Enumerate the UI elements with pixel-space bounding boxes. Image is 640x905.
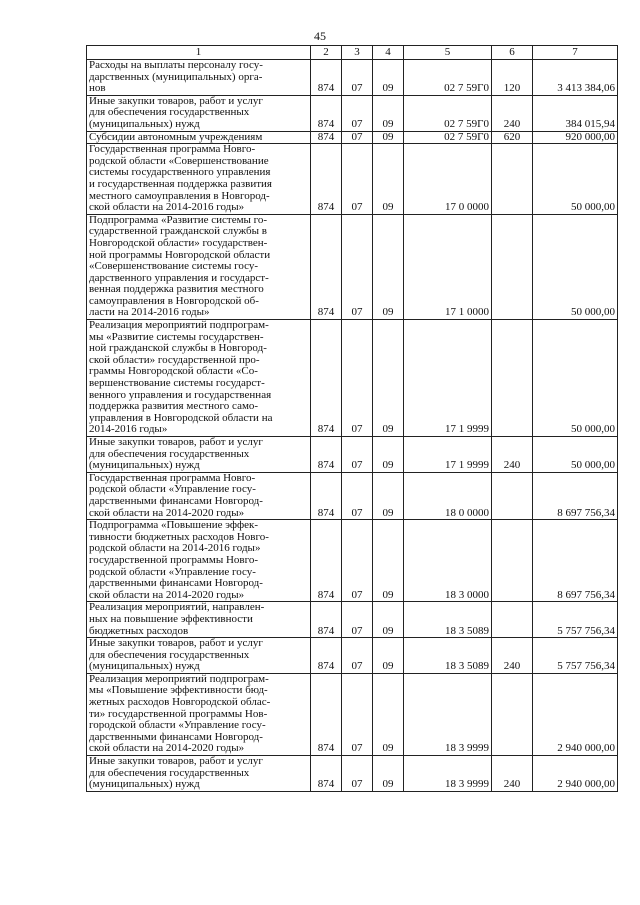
amount-value: 50 000,00 bbox=[533, 320, 618, 437]
section-code: 07 bbox=[342, 131, 373, 144]
row-name-line: Иные закупки товаров, работ и услуг bbox=[89, 436, 263, 448]
row-name-line: тивности бюджетных расходов Новго- bbox=[89, 530, 269, 543]
table-row bbox=[87, 520, 618, 602]
target-article-code: 18 0 0000 bbox=[404, 472, 492, 519]
table-row bbox=[87, 437, 618, 473]
column-header: 3 bbox=[342, 46, 373, 60]
amount-value: 50 000,00 bbox=[533, 144, 618, 215]
target-article-code: 02 7 59Г0 bbox=[404, 131, 492, 144]
section-code: 07 bbox=[342, 437, 373, 473]
row-name-line: дарственными финансами Новгород- bbox=[89, 730, 263, 743]
ministry-code: 874 bbox=[311, 144, 342, 215]
amount-value: 2 940 000,00 bbox=[533, 673, 618, 755]
expense-type-code: 620 bbox=[492, 131, 533, 144]
row-name-line: вершенствование системы государст- bbox=[89, 377, 265, 390]
row-name-line: государственной программы Новго- bbox=[89, 553, 259, 566]
row-name-line: ской области на 2014-2020 годы» bbox=[89, 742, 245, 755]
row-name-line: местного самоуправления в Новгород- bbox=[89, 189, 270, 202]
target-article-code: 17 0 0000 bbox=[404, 144, 492, 215]
amount-value: 384 015,94 bbox=[533, 95, 618, 131]
row-name-line: системы государственного управления bbox=[89, 166, 271, 179]
ministry-code: 874 bbox=[311, 320, 342, 437]
row-name-line: «Совершенствование системы госу- bbox=[89, 260, 259, 273]
row-name-line: нов bbox=[89, 82, 106, 95]
amount-value: 50 000,00 bbox=[533, 214, 618, 319]
table-row bbox=[87, 95, 618, 131]
row-name bbox=[87, 602, 311, 638]
row-name-line: Иные закупки товаров, работ и услуг bbox=[89, 637, 263, 650]
row-name-line: (муниципальных) нужд bbox=[89, 117, 200, 130]
row-name-line: бюджетных расходов bbox=[89, 624, 189, 637]
expense-type-code bbox=[492, 520, 533, 602]
ministry-code: 874 bbox=[311, 520, 342, 602]
row-name bbox=[87, 638, 311, 674]
expense-type-code bbox=[492, 214, 533, 319]
row-name bbox=[87, 95, 311, 131]
subsection-code: 09 bbox=[373, 60, 404, 96]
amount-value: 5 757 756,34 bbox=[533, 638, 618, 674]
target-article-code: 18 3 5089 bbox=[404, 602, 492, 638]
row-name-line: венная поддержка развития местного bbox=[89, 283, 264, 296]
section-code: 07 bbox=[342, 95, 373, 131]
row-name-line: жетных расходов Новгородской облас- bbox=[89, 696, 271, 709]
section-code: 07 bbox=[342, 673, 373, 755]
row-name-line: управления в Новгородской области на bbox=[89, 411, 273, 424]
row-name bbox=[87, 60, 311, 96]
row-name-line: для обеспечения государственных bbox=[89, 106, 250, 119]
expense-type-code bbox=[492, 320, 533, 437]
row-name-line: Подпрограмма «Повышение эффек- bbox=[89, 519, 259, 532]
subsection-code: 09 bbox=[373, 472, 404, 519]
row-name-line: ных на повышение эффективности bbox=[89, 612, 253, 625]
row-name-line: Расходы на выплаты персоналу госу- bbox=[89, 59, 263, 71]
row-name-line: самоуправления в Новгородской об- bbox=[89, 294, 259, 307]
row-name-line: для обеспечения государственных bbox=[89, 447, 250, 460]
row-name-line: ной программы Новгородской области bbox=[89, 248, 271, 261]
row-name-line: венного управления и государственная bbox=[89, 388, 272, 401]
subsection-code: 09 bbox=[373, 131, 404, 144]
ministry-code: 874 bbox=[311, 214, 342, 319]
target-article-code: 02 7 59Г0 bbox=[404, 95, 492, 131]
target-article-code: 18 3 9999 bbox=[404, 673, 492, 755]
target-article-code: 18 3 9999 bbox=[404, 756, 492, 792]
column-header: 2 bbox=[311, 46, 342, 60]
row-name-line: для обеспечения государственных bbox=[89, 766, 250, 779]
row-name-line: Субсидии автономным учреждениям bbox=[89, 130, 263, 143]
budget-table bbox=[86, 45, 618, 792]
row-name bbox=[87, 320, 311, 437]
subsection-code: 09 bbox=[373, 602, 404, 638]
expense-type-code: 240 bbox=[492, 638, 533, 674]
row-name-line: дарственных (муниципальных) орга- bbox=[89, 70, 263, 83]
row-name-line: ской области на 2014-2020 годы» bbox=[89, 506, 245, 519]
target-article-code: 18 3 5089 bbox=[404, 638, 492, 674]
row-name bbox=[87, 144, 311, 215]
expense-type-code bbox=[492, 472, 533, 519]
expense-type-code: 240 bbox=[492, 437, 533, 473]
table-row bbox=[87, 214, 618, 319]
amount-value: 5 757 756,34 bbox=[533, 602, 618, 638]
row-name-line: Реализация мероприятий подпрограм- bbox=[89, 319, 269, 332]
row-name-line: Реализация мероприятий подпрограм- bbox=[89, 672, 269, 685]
row-name-line: Иные закупки товаров, работ и услуг bbox=[89, 755, 263, 768]
column-header: 4 bbox=[373, 46, 404, 60]
subsection-code: 09 bbox=[373, 520, 404, 602]
row-name-line: ской области на 2014-2020 годы» bbox=[89, 588, 245, 601]
subsection-code: 09 bbox=[373, 214, 404, 319]
amount-value: 3 413 384,06 bbox=[533, 60, 618, 96]
subsection-code: 09 bbox=[373, 320, 404, 437]
column-header: 7 bbox=[533, 46, 618, 60]
amount-value: 920 000,00 bbox=[533, 131, 618, 144]
expense-type-code: 240 bbox=[492, 95, 533, 131]
row-name bbox=[87, 437, 311, 473]
row-name-line: Новгородской области» государствен- bbox=[89, 236, 268, 249]
ministry-code: 874 bbox=[311, 60, 342, 96]
section-code: 07 bbox=[342, 320, 373, 437]
table-row bbox=[87, 602, 618, 638]
row-name-line: дарственными финансами Новгород- bbox=[89, 577, 263, 590]
table-row bbox=[87, 673, 618, 755]
row-name-line: родской области «Совершенствование bbox=[89, 154, 269, 167]
row-name-line: мы «Развитие системы государствен- bbox=[89, 330, 264, 343]
row-name-line: родской области на 2014-2016 годы» bbox=[89, 542, 261, 555]
section-code: 07 bbox=[342, 756, 373, 792]
column-header: 1 bbox=[87, 46, 311, 60]
table-row bbox=[87, 320, 618, 437]
page-number: 45 bbox=[314, 29, 326, 43]
row-name-line: ласти на 2014-2016 годы» bbox=[89, 306, 210, 319]
row-name-line: (муниципальных) нужд bbox=[89, 778, 200, 791]
section-code: 07 bbox=[342, 638, 373, 674]
row-name-line: ской области на 2014-2016 годы» bbox=[89, 201, 245, 214]
section-code: 07 bbox=[342, 60, 373, 96]
subsection-code: 09 bbox=[373, 144, 404, 215]
row-name-line: для обеспечения государственных bbox=[89, 648, 250, 661]
row-name-line: ской области» государственной про- bbox=[89, 353, 260, 366]
subsection-code: 09 bbox=[373, 437, 404, 473]
row-name-line: и государственная поддержка развития bbox=[89, 177, 272, 190]
row-name-line: городской области «Управление госу- bbox=[89, 719, 266, 732]
column-number-row bbox=[87, 46, 618, 60]
row-name-line: дарственными финансами Новгород- bbox=[89, 494, 263, 507]
row-name bbox=[87, 131, 311, 144]
amount-value: 50 000,00 bbox=[533, 437, 618, 473]
target-article-code: 18 3 0000 bbox=[404, 520, 492, 602]
row-name-line: граммы Новгородской области «Со- bbox=[89, 365, 258, 378]
expense-type-code bbox=[492, 144, 533, 215]
row-name bbox=[87, 673, 311, 755]
row-name-line: родской области «Управление госу- bbox=[89, 483, 256, 496]
table-row bbox=[87, 756, 618, 792]
subsection-code: 09 bbox=[373, 95, 404, 131]
table-row bbox=[87, 638, 618, 674]
section-code: 07 bbox=[342, 144, 373, 215]
row-name-line: сударственной гражданской службы в bbox=[89, 225, 267, 238]
row-name-line: 2014-2016 годы» bbox=[89, 423, 168, 436]
target-article-code: 17 1 9999 bbox=[404, 320, 492, 437]
row-name bbox=[87, 472, 311, 519]
row-name-line: ной гражданской службы в Новгород- bbox=[89, 342, 267, 355]
row-name-line: поддержка развития местного само- bbox=[89, 400, 259, 413]
subsection-code: 09 bbox=[373, 756, 404, 792]
row-name-line: Иные закупки товаров, работ и услуг bbox=[89, 94, 263, 107]
row-name bbox=[87, 214, 311, 319]
ministry-code: 874 bbox=[311, 437, 342, 473]
row-name-line: Государственная программа Новго- bbox=[89, 143, 256, 156]
row-name-line: Государственная программа Новго- bbox=[89, 471, 256, 484]
amount-value: 2 940 000,00 bbox=[533, 756, 618, 792]
section-code: 07 bbox=[342, 520, 373, 602]
target-article-code: 17 1 9999 bbox=[404, 437, 492, 473]
section-code: 07 bbox=[342, 602, 373, 638]
expense-type-code bbox=[492, 673, 533, 755]
target-article-code: 17 1 0000 bbox=[404, 214, 492, 319]
ministry-code: 874 bbox=[311, 95, 342, 131]
row-name bbox=[87, 756, 311, 792]
expense-type-code bbox=[492, 602, 533, 638]
row-name-line: Подпрограмма «Развитие системы го- bbox=[89, 213, 268, 226]
expense-type-code: 120 bbox=[492, 60, 533, 96]
row-name-line: Реализация мероприятий, направлен- bbox=[89, 601, 265, 614]
column-header: 5 bbox=[404, 46, 492, 60]
target-article-code: 02 7 59Г0 bbox=[404, 60, 492, 96]
row-name-line: родской области «Управление госу- bbox=[89, 565, 256, 578]
column-header: 6 bbox=[492, 46, 533, 60]
subsection-code: 09 bbox=[373, 673, 404, 755]
expense-type-code: 240 bbox=[492, 756, 533, 792]
row-name-line: дарственного управления и государст- bbox=[89, 271, 269, 284]
row-name-line: (муниципальных) нужд bbox=[89, 459, 200, 472]
table-row bbox=[87, 472, 618, 519]
ministry-code: 874 bbox=[311, 673, 342, 755]
ministry-code: 874 bbox=[311, 602, 342, 638]
row-name-line: (муниципальных) нужд bbox=[89, 660, 200, 673]
row-name bbox=[87, 520, 311, 602]
section-code: 07 bbox=[342, 472, 373, 519]
row-name-line: мы «Повышение эффективности бюд- bbox=[89, 684, 268, 697]
table-row bbox=[87, 144, 618, 215]
row-name-line: ти» государственной программы Нов- bbox=[89, 707, 268, 720]
ministry-code: 874 bbox=[311, 756, 342, 792]
table-row bbox=[87, 131, 618, 144]
amount-value: 8 697 756,34 bbox=[533, 472, 618, 519]
ministry-code: 874 bbox=[311, 131, 342, 144]
amount-value: 8 697 756,34 bbox=[533, 520, 618, 602]
ministry-code: 874 bbox=[311, 638, 342, 674]
ministry-code: 874 bbox=[311, 472, 342, 519]
section-code: 07 bbox=[342, 214, 373, 319]
table-row bbox=[87, 60, 618, 96]
subsection-code: 09 bbox=[373, 638, 404, 674]
